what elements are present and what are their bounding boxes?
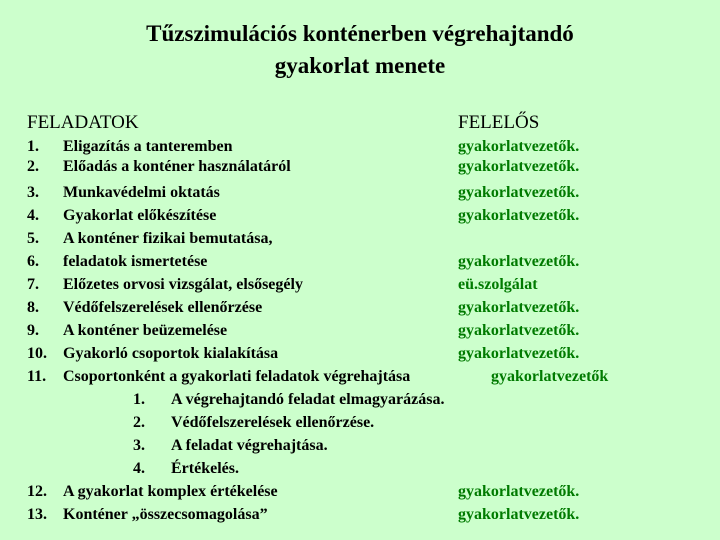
task-row [0, 252, 720, 272]
task-row [0, 505, 720, 525]
sub-item [0, 413, 720, 433]
task-row [0, 275, 720, 295]
responsible-text: gyakorlatvezetők. [458, 138, 580, 155]
task-text: Védőfelszerelések ellenőrzése [63, 299, 263, 316]
task-text: Gyakorlat előkészítése [63, 207, 217, 224]
task-text: Előadás a konténer használatáról [63, 158, 291, 175]
row-number: 4. [27, 207, 39, 224]
sub-item-text: A feladat végrehajtása. [171, 437, 328, 454]
slide-title [0, 18, 720, 82]
task-text: Előzetes orvosi vizsgálat, elsősegély [63, 276, 303, 293]
sub-item-text: Védőfelszerelések ellenőrzése. [171, 414, 375, 431]
task-row [0, 482, 720, 502]
task-row [0, 229, 720, 249]
task-text: feladatok ismertetése [63, 253, 208, 270]
responsible-text: gyakorlatvezetők. [458, 506, 580, 523]
task-text: Munkavédelmi oktatás [63, 184, 220, 201]
sub-item-number: 4. [133, 460, 145, 477]
task-row [0, 367, 720, 387]
row-number: 3. [27, 184, 39, 201]
task-text: Eligazítás a tanteremben [63, 138, 233, 155]
tasks-header: FELADATOK [27, 112, 139, 133]
task-row [0, 157, 720, 177]
task-text: Csoportonként a gyakorlati feladatok végrehajtása [63, 368, 411, 385]
sub-item-number: 3. [133, 437, 145, 454]
task-row [0, 344, 720, 364]
responsible-text: eü.szolgálat [458, 276, 538, 293]
responsible-text: gyakorlatvezetők. [458, 207, 580, 224]
responsible-text: gyakorlatvezetők. [458, 158, 580, 175]
sub-item [0, 390, 720, 410]
responsible-header: FELELŐS [458, 112, 540, 133]
task-text: A konténer fizikai bemutatása, [63, 230, 273, 247]
row-number: 12. [27, 483, 47, 500]
responsible-text: gyakorlatvezetők. [458, 322, 580, 339]
row-number: 9. [27, 322, 39, 339]
task-text: A konténer beüzemelése [63, 322, 228, 339]
sub-item [0, 436, 720, 456]
task-row [0, 137, 720, 157]
responsible-text: gyakorlatvezetők. [458, 299, 580, 316]
task-row [0, 206, 720, 226]
responsible-text: gyakorlatvezetők. [458, 483, 580, 500]
sub-item-number: 1. [133, 391, 145, 408]
task-text: Konténer „összecsomagolása” [63, 506, 268, 523]
task-row [0, 321, 720, 341]
task-row [0, 183, 720, 203]
row-number: 7. [27, 276, 39, 293]
responsible-text: gyakorlatvezetők. [458, 184, 580, 201]
responsible-text: gyakorlatvezetők. [458, 345, 580, 362]
row-number: 8. [27, 299, 39, 316]
row-number: 1. [27, 138, 39, 155]
responsible-text: gyakorlatvezetők [491, 368, 609, 385]
row-number: 13. [27, 506, 47, 523]
sub-item-text: Értékelés. [171, 460, 239, 477]
task-row [0, 298, 720, 318]
title-line-2: gyakorlat menete [274, 53, 446, 78]
row-number: 10. [27, 345, 47, 362]
row-number: 6. [27, 253, 39, 270]
row-number: 5. [27, 230, 39, 247]
row-number: 11. [27, 368, 47, 385]
responsible-text: gyakorlatvezetők. [458, 253, 580, 270]
sub-item-text: A végrehajtandó feladat elmagyarázása. [171, 391, 445, 408]
row-number: 2. [27, 158, 39, 175]
title-line-1: Tűzszimulációs konténerben végrehajtandó [146, 21, 574, 46]
task-text: Gyakorló csoportok kialakítása [63, 345, 279, 362]
task-text: A gyakorlat komplex értékelése [63, 483, 278, 500]
sub-item-number: 2. [133, 414, 145, 431]
sub-item [0, 459, 720, 479]
